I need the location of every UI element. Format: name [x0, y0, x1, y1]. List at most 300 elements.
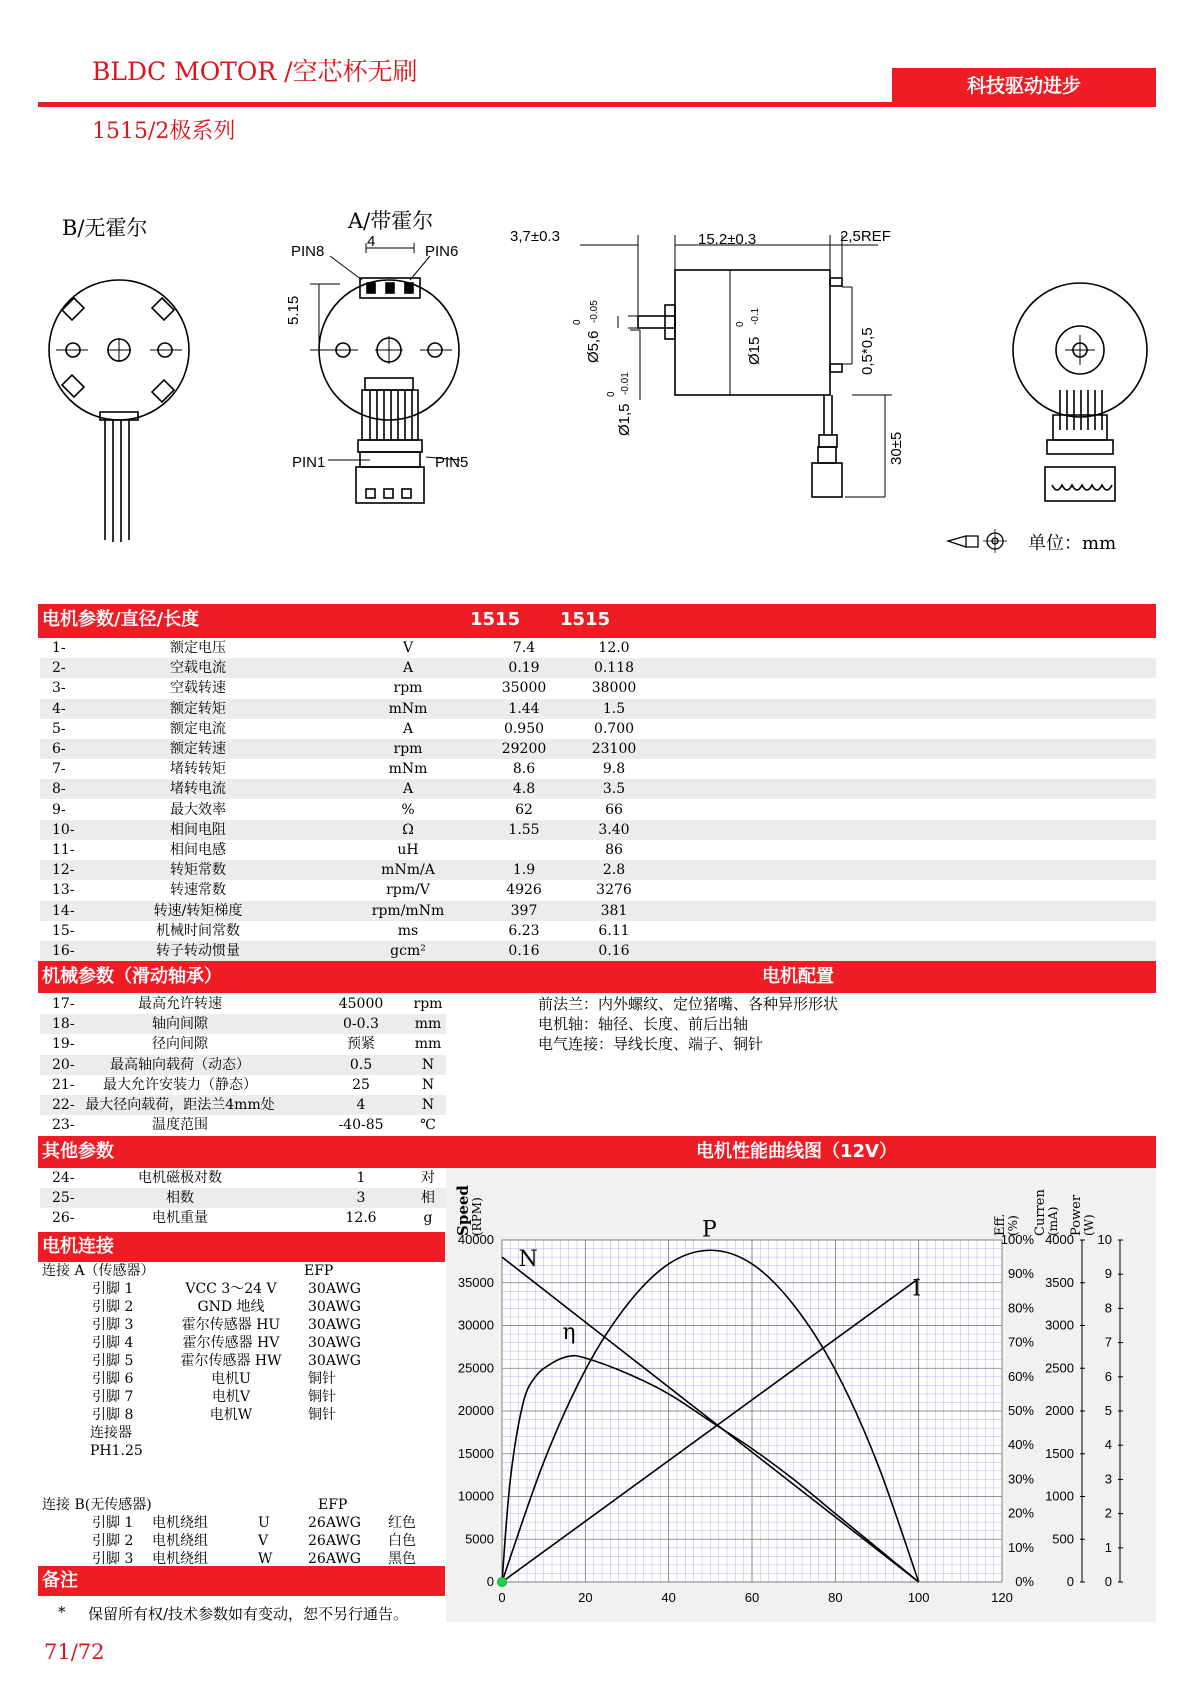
dim-2-5ref: 2,5REF [840, 228, 891, 245]
dim-5-6-tol-up: 0 [572, 319, 583, 325]
axis-1-title: Eff. [993, 1213, 1008, 1236]
axis-2-tick: 500 [1052, 1531, 1074, 1547]
axis-0-subtitle: (RPM) [470, 1197, 484, 1236]
param-unit: A [402, 781, 414, 798]
conn-wire: 30AWG [308, 1335, 361, 1351]
axis-1-tick: 0% [1015, 1574, 1034, 1589]
param-v1: 29200 [501, 741, 547, 757]
axis-1-tick: 10% [1007, 1539, 1034, 1555]
param-name: 转速/转矩梯度 [153, 902, 243, 919]
config-line: 电机轴：轴径、长度、前后出轴 [538, 1015, 749, 1033]
param-unit: uH [397, 842, 419, 858]
param-name: 空载电流 [170, 660, 226, 677]
param-name: 空载转速 [170, 680, 226, 697]
param-row [40, 638, 1156, 658]
axis-0-title: Speed [454, 1185, 472, 1236]
param-v2: 3276 [596, 882, 632, 899]
param-unit: V [402, 640, 414, 656]
conn-signal: 霍尔传感器 HW [180, 1353, 282, 1369]
param-row [40, 941, 1156, 961]
axis-3-title: Power [1069, 1194, 1084, 1236]
param-v1: 397 [510, 902, 538, 919]
conn-color: 红色 [388, 1515, 416, 1531]
mech-name: 温度范围 [152, 1117, 208, 1134]
param-v2: 9.8 [602, 761, 626, 778]
conn-wire: 26AWG [308, 1533, 361, 1549]
conn-phase: V [258, 1533, 269, 1549]
param-row [40, 678, 1156, 698]
param-v1: 1.9 [512, 862, 536, 879]
param-no: 11- [52, 842, 75, 858]
x-tick-label: 60 [744, 1590, 760, 1605]
param-no: 16- [52, 943, 75, 959]
conn-signal: GND 地线 [197, 1299, 265, 1315]
notes-text: 保留所有权/技术参数如有变动，恕不另行通告。 [88, 1605, 409, 1623]
axis-3-tick: 2 [1104, 1505, 1112, 1521]
mech-row [40, 1014, 446, 1034]
axis-2-tick: 1000 [1045, 1488, 1074, 1504]
param-v1: 1.44 [508, 700, 540, 717]
param-unit: A [402, 720, 414, 737]
param-no: 3- [52, 680, 66, 697]
mech-name: 轴向间隙 [152, 1016, 208, 1033]
param-v1: 1.55 [508, 821, 540, 838]
param-no: 13- [52, 882, 75, 899]
param-v2: 86 [605, 842, 623, 858]
param-v1: 0.950 [503, 720, 545, 737]
conn-pin: 引脚 2 [92, 1533, 134, 1549]
param-v2: 0.118 [593, 660, 635, 677]
axis-2-subtitle: (mA) [1046, 1206, 1060, 1236]
dim-515: 5.15 [285, 295, 302, 325]
axis-2-tick: 2000 [1045, 1403, 1074, 1418]
conn-signal: 电机绕组 [152, 1533, 208, 1549]
config-list [538, 994, 838, 1054]
axis-3-tick: 7 [1104, 1334, 1112, 1350]
param-v2: 3.40 [598, 821, 630, 838]
page-number: 71/72 [44, 1640, 105, 1664]
conn-wire: 26AWG [308, 1551, 361, 1567]
origin-marker [498, 1578, 507, 1587]
conn-pin: 引脚 2 [92, 1299, 134, 1315]
mech-unit: mm [414, 1016, 442, 1033]
axis-3-tick: 0 [1104, 1574, 1112, 1589]
series-P-label: P [702, 1217, 717, 1243]
axis-0-tick: 5000 [465, 1531, 494, 1547]
axis-1-tick: 30% [1007, 1471, 1034, 1487]
param-unit: mNm/A [381, 862, 435, 879]
conn-a-title: 连接 A（传感器） [42, 1263, 155, 1279]
param-row [40, 820, 1156, 840]
mech-row [40, 994, 446, 1014]
pin6-label: PIN6 [425, 243, 459, 260]
conn-wire: 26AWG [308, 1515, 361, 1531]
param-v1: 35000 [501, 680, 547, 697]
param-v2: 6.11 [598, 922, 630, 939]
other-name: 电机磁极对数 [138, 1170, 222, 1186]
x-tick-label: 80 [828, 1590, 843, 1605]
param-row [40, 699, 1156, 719]
param-name: 相间电感 [170, 842, 226, 858]
axis-1-tick: 90% [1007, 1266, 1034, 1282]
conn-color: 黑色 [388, 1551, 416, 1567]
other-name: 电机重量 [152, 1210, 208, 1227]
mech-row [40, 1034, 446, 1054]
dim-5-6: Ø5,6 [585, 330, 602, 363]
label-with-hall: A/带霍尔 [348, 209, 434, 233]
param-unit: A [402, 660, 414, 677]
series-N-label: N [518, 1247, 538, 1272]
other-unit: 对 [421, 1170, 435, 1186]
chart-title: 电机性能曲线图（12V） [696, 1141, 897, 1162]
param-name: 堵转转矩 [170, 761, 226, 778]
conn-wire: 30AWG [308, 1281, 361, 1297]
conn-pin: 引脚 1 [92, 1281, 134, 1297]
param-row [40, 921, 1156, 941]
param-unit: rpm/mNm [371, 902, 445, 919]
mech-no: 20- [52, 1056, 75, 1073]
axis-0-tick: 10000 [457, 1488, 494, 1504]
param-name: 额定转速 [170, 741, 226, 757]
view-side [638, 270, 842, 497]
other-no: 24- [52, 1170, 75, 1186]
notes-star: * [58, 1603, 66, 1621]
mech-unit: mm [414, 1036, 442, 1053]
col2-header: 1515 [560, 609, 611, 630]
mech-no: 19- [52, 1036, 75, 1053]
view-no-hall [49, 280, 189, 542]
param-name: 相间电阻 [170, 821, 226, 838]
unit-label: 单位：mm [1028, 533, 1117, 554]
param-v2: 2.8 [602, 862, 626, 879]
param-no: 8- [52, 781, 66, 798]
mech-val: 0.5 [349, 1056, 373, 1073]
other-no: 25- [52, 1190, 75, 1207]
mech-name: 最大径向载荷，距法兰4mm处 [85, 1097, 275, 1113]
connection-header: 电机连接 [38, 1232, 445, 1262]
axis-2-tick: 0 [1066, 1574, 1074, 1589]
param-v1: 6.23 [508, 922, 540, 939]
axis-3-subtitle: (W) [1082, 1214, 1096, 1236]
motor-params-header [38, 604, 1156, 638]
axis-3-tick: 6 [1104, 1368, 1112, 1384]
conn-pin: 引脚 6 [92, 1371, 134, 1387]
axis-3-tick: 5 [1104, 1403, 1112, 1418]
axis-1-tick: 60% [1007, 1368, 1034, 1384]
axis-3-tick: 1 [1104, 1539, 1112, 1555]
param-row [40, 840, 1156, 860]
param-no: 5- [52, 720, 66, 737]
param-name: 转矩常数 [170, 862, 226, 879]
param-name: 转速常数 [170, 882, 226, 899]
param-row [40, 800, 1156, 820]
mech-unit: ℃ [420, 1117, 436, 1134]
param-unit: rpm [393, 680, 423, 697]
dim-15-2: 15.2±0.3 [698, 231, 757, 248]
conn-pin: 引脚 7 [92, 1389, 134, 1405]
conn-signal: 霍尔传感器 HV [182, 1335, 280, 1351]
param-v2: 23100 [591, 741, 637, 757]
param-unit: mNm [388, 761, 428, 778]
dim-4: 4 [367, 233, 376, 250]
axis-3-tick: 3 [1104, 1471, 1112, 1487]
param-row [40, 739, 1156, 759]
conn-pin: 引脚 5 [92, 1353, 134, 1369]
series-η-label: η [562, 1320, 576, 1346]
other-params-title: 其他参数 [42, 1141, 114, 1162]
axis-0-tick: 15000 [457, 1445, 494, 1461]
param-no: 14- [52, 902, 75, 919]
param-unit: Ω [402, 821, 414, 838]
conn-color: 白色 [388, 1533, 416, 1549]
axis-1-tick: 100% [1000, 1232, 1034, 1247]
param-row [40, 880, 1156, 900]
conn-connector-value: PH1.25 [90, 1443, 143, 1459]
conn-wire: 30AWG [308, 1317, 361, 1333]
other-name: 相数 [166, 1190, 194, 1207]
conn-signal: 电机V [211, 1389, 251, 1405]
col1-header: 1515 [470, 609, 521, 630]
axis-1-tick: 20% [1007, 1505, 1034, 1521]
conn-wire: 铜针 [308, 1389, 336, 1405]
param-v2: 1.5 [602, 700, 626, 717]
dim-5-6-tol-dn: -0.05 [589, 300, 600, 323]
param-name: 额定电压 [170, 640, 226, 656]
param-v1: 4926 [506, 882, 542, 899]
conn-a-col: EFP [304, 1263, 334, 1279]
dim-30: 30±5 [888, 431, 905, 465]
mech-val: 25 [352, 1076, 370, 1093]
mech-no: 22- [52, 1097, 75, 1113]
param-row [40, 658, 1156, 678]
param-v1: 0.19 [508, 660, 540, 677]
axis-2-tick: 1500 [1045, 1445, 1074, 1461]
param-row [40, 901, 1156, 921]
mech-no: 21- [52, 1076, 75, 1093]
notes-header: 备注 [38, 1566, 445, 1596]
conn-wire: 铜针 [308, 1371, 336, 1387]
mech-unit: N [421, 1076, 435, 1093]
param-unit: mNm [388, 700, 428, 717]
param-v1: 7.4 [512, 640, 536, 656]
param-no: 15- [52, 922, 75, 939]
param-no: 4- [52, 700, 66, 717]
mech-params-title: 机械参数（滑动轴承） [42, 966, 222, 987]
param-no: 12- [52, 862, 75, 879]
mech-val: 预紧 [347, 1036, 375, 1053]
config-line: 电气连接：导线长度、端子、铜针 [538, 1035, 764, 1053]
pin1-label: PIN1 [292, 454, 326, 471]
unit-symbol [948, 529, 1007, 553]
param-v2: 12.0 [598, 640, 630, 656]
mech-unit: N [421, 1097, 435, 1113]
param-v2: 3.5 [602, 781, 626, 798]
page-title: BLDC MOTOR /空芯杯无刷 [92, 57, 418, 86]
x-tick-label: 40 [661, 1590, 676, 1605]
mech-row [40, 1115, 446, 1135]
other-row [40, 1208, 446, 1228]
param-v2: 381 [600, 902, 628, 919]
dim-1-5: Ø1,5 [616, 403, 633, 436]
conn-b-col: EFP [318, 1497, 348, 1513]
param-v1: 4.8 [512, 781, 536, 798]
axis-0-tick: 30000 [457, 1317, 494, 1333]
x-tick-label: 20 [578, 1590, 593, 1605]
axis-2-title: Curren [1033, 1189, 1048, 1236]
mech-no: 17- [52, 996, 75, 1012]
conn-signal: 电机W [209, 1407, 253, 1423]
param-v2: 0.16 [598, 943, 630, 959]
mech-row [40, 1075, 446, 1095]
axis-2-tick: 3500 [1045, 1274, 1074, 1290]
param-name: 堵转电流 [170, 781, 226, 798]
axis-2-tick: 2500 [1045, 1360, 1074, 1376]
axis-1-tick: 70% [1007, 1334, 1034, 1350]
axis-0-tick: 40000 [457, 1232, 494, 1247]
param-v1: 0.16 [508, 943, 540, 959]
param-v1: 62 [515, 801, 533, 818]
param-name: 额定电流 [170, 720, 226, 737]
param-unit: rpm/V [386, 882, 430, 899]
param-unit: rpm [393, 741, 423, 757]
param-unit: gcm² [390, 943, 426, 959]
axis-0-tick: 35000 [457, 1274, 494, 1290]
conn-pin: 引脚 3 [92, 1551, 134, 1567]
param-v1: 8.6 [512, 761, 536, 778]
param-row [40, 719, 1156, 739]
axis-3-tick: 8 [1104, 1300, 1112, 1316]
axis-2-tick: 4000 [1045, 1232, 1074, 1247]
param-no: 6- [52, 741, 66, 757]
conn-signal: 电机绕组 [152, 1515, 208, 1531]
mech-val: -40-85 [338, 1117, 384, 1134]
other-row [40, 1168, 446, 1188]
mech-no: 23- [52, 1117, 75, 1134]
conn-signal: 电机绕组 [152, 1551, 208, 1567]
param-name: 最大效率 [170, 801, 226, 818]
param-no: 9- [52, 801, 66, 818]
mech-params-header [38, 961, 1156, 993]
axis-1-subtitle: (%) [1006, 1215, 1020, 1236]
axis-1-tick: 40% [1007, 1437, 1034, 1453]
other-row [40, 1188, 446, 1208]
motor-drawing [40, 205, 1160, 590]
x-tick-label: 0 [498, 1590, 506, 1605]
x-tick-label: 120 [991, 1590, 1013, 1605]
other-val: 12.6 [345, 1210, 377, 1227]
param-name: 转子转动惯量 [156, 943, 240, 959]
mech-name: 最大允许安装力（静态） [103, 1076, 257, 1093]
config-title: 电机配置 [762, 966, 834, 987]
param-name: 机械时间常数 [156, 922, 240, 939]
mech-val: 45000 [338, 996, 384, 1012]
axis-1-tick: 80% [1007, 1300, 1034, 1316]
conn-signal: 电机U [211, 1371, 251, 1387]
mech-row [40, 1055, 446, 1075]
conn-signal: 霍尔传感器 HU [181, 1317, 281, 1333]
param-no: 1- [52, 640, 66, 656]
mech-val: 4 [356, 1097, 366, 1113]
motor-params-title: 电机参数/直径/长度 [42, 609, 200, 630]
label-no-hall: B/无霍尔 [62, 216, 148, 240]
mech-no: 18- [52, 1016, 75, 1033]
header-divider [38, 102, 1156, 107]
axis-0-tick: 0 [486, 1574, 494, 1589]
param-no: 2- [52, 660, 66, 677]
conn-phase: W [258, 1551, 273, 1567]
conn-phase: U [258, 1515, 270, 1531]
mech-unit: N [421, 1056, 435, 1073]
conn-pin: 引脚 3 [92, 1317, 134, 1333]
mech-name: 最高允许转速 [138, 996, 222, 1012]
dim-1-5-tol-dn: -0.01 [620, 372, 631, 395]
dim-0-5: 0,5*0,5 [859, 327, 876, 375]
param-v2: 38000 [591, 680, 637, 697]
dim-3-7: 3,7±0.3 [510, 228, 560, 245]
param-row [40, 759, 1156, 779]
conn-wire: 30AWG [308, 1299, 361, 1315]
dim-1-5-tol-up: 0 [606, 391, 617, 397]
pin8-label: PIN8 [291, 243, 325, 260]
param-unit: ms [397, 922, 419, 939]
axis-2-tick: 3000 [1045, 1317, 1074, 1333]
conn-pin: 引脚 4 [92, 1335, 134, 1351]
mech-unit: rpm [413, 996, 443, 1012]
other-unit: 相 [421, 1190, 435, 1207]
param-row [40, 860, 1156, 880]
dim-15: Ø15 [746, 336, 763, 365]
mech-row [40, 1095, 446, 1115]
axis-0-tick: 25000 [457, 1360, 494, 1376]
param-no: 7- [52, 761, 66, 778]
slogan-banner: 科技驱动进步 [892, 68, 1156, 104]
conn-pin: 引脚 1 [92, 1515, 134, 1531]
mech-name: 最高轴向载荷（动态） [110, 1056, 250, 1073]
pin5-label: PIN5 [435, 454, 469, 471]
mech-name: 径向间隙 [152, 1036, 208, 1053]
config-line: 前法兰：内外螺纹、定位猪嘴、各种异形形状 [538, 995, 839, 1013]
axis-3-tick: 9 [1104, 1266, 1112, 1282]
other-val: 1 [356, 1170, 366, 1186]
param-unit: % [401, 801, 415, 818]
conn-b-title: 连接 B(无传感器) [42, 1497, 152, 1513]
series-I-label: I [912, 1276, 922, 1302]
conn-wire: 铜针 [308, 1407, 336, 1423]
param-v2: 0.700 [593, 720, 635, 737]
dim-15-tol-dn: -0.1 [750, 307, 761, 325]
axis-3-tick: 10 [1097, 1232, 1112, 1247]
conn-connector-label: 连接器 [90, 1425, 132, 1441]
other-val: 3 [356, 1190, 366, 1207]
param-row [40, 779, 1156, 799]
conn-wire: 30AWG [308, 1353, 361, 1369]
axis-0-tick: 20000 [457, 1403, 494, 1418]
param-no: 10- [52, 821, 75, 838]
other-params-header [38, 1136, 1156, 1168]
axis-3-tick: 4 [1104, 1437, 1112, 1453]
conn-signal: VCC 3～24 V [185, 1281, 277, 1297]
mech-val: 0-0.3 [343, 1016, 379, 1033]
dim-15-tol-up: 0 [735, 321, 746, 327]
performance-chart [446, 1168, 1156, 1622]
x-tick-label: 100 [907, 1590, 930, 1605]
param-name: 额定转矩 [170, 700, 226, 717]
param-v2: 66 [605, 801, 623, 818]
conn-pin: 引脚 8 [92, 1407, 134, 1423]
view-rear [1013, 283, 1147, 501]
other-unit: g [423, 1210, 433, 1227]
series-title: 1515/2极系列 [92, 119, 236, 144]
